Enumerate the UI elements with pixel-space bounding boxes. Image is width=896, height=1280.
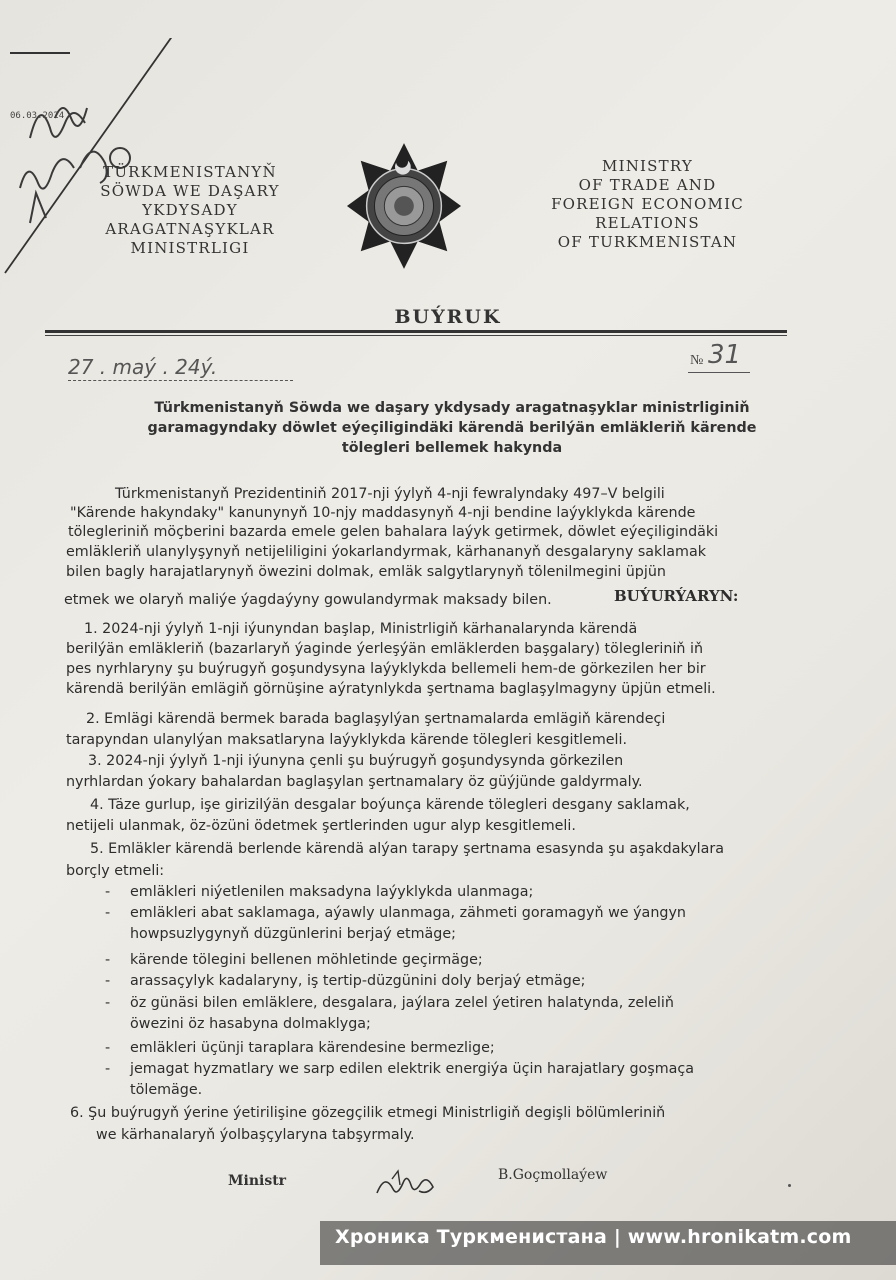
clause-line: 2. Emlägi kärendä bermek barada baglaşylýan şertnamalarda emlägiň kärendeçi: [86, 711, 666, 727]
header-right-line: RELATIONS: [595, 214, 700, 232]
corner-note-date: 06.03.2024: [10, 111, 65, 121]
header-left-line: SÖWDA WE DAŞARY: [100, 182, 280, 200]
bullet-line: jemagat hyzmatlary we sarp edilen elektrik energiýa üçin harajatlary goşmaça: [130, 1061, 695, 1077]
document-number-label: №: [690, 353, 704, 368]
watermark-text: Хроника Туркменистана | www.hronikatm.com: [335, 1226, 852, 1248]
header-left-line: MINISTRLIGI: [130, 239, 250, 257]
bullet-line: kärende tölegini bellenen möhletinde geçirmäge;: [130, 952, 483, 968]
clause-line: we kärhanalaryň ýolbaşçylaryna tabşyrmaly.: [96, 1127, 415, 1143]
preamble-line: bilen bagly harajatlarynyň öwezini dolmak, emläk salgytlarynyň tölenilmegini üpjün: [66, 564, 666, 580]
document-subject: [92, 398, 812, 458]
bullet-line: emläkleri abat saklamaga, aýawly ulanmaga, zähmeti goramagyň we ýangyn: [130, 905, 686, 921]
header-left-line: YKDYSADY: [142, 201, 238, 219]
header-divider: [45, 330, 787, 333]
bullet-line: howpsuzlygynyň düzgünlerini berjaý etmäge;: [130, 926, 456, 942]
clause-line: 5. Emläkler kärendä berlende kärendä alýan tarapy şertnama esasynda şu aşakdakylara: [90, 841, 725, 857]
header-right-line: OF TURKMENISTAN: [557, 233, 738, 251]
clause-line: berilýän emläkleriň (bazarlaryň ýaginde ýerleşýän emläklerden başgalary) tölegleriniň iň: [66, 641, 704, 657]
preamble-line: etmek we olaryň maliýe ýagdaýyny gowulandyrmak maksady bilen.: [64, 592, 552, 608]
bullet-dash: -: [105, 952, 111, 968]
header-right-line: MINISTRY: [602, 157, 693, 175]
clause-line: tarapyndan ulanylýan maksatlaryna laýyklykda kärende tölegleri kesgitlemeli.: [66, 732, 628, 748]
header-left-line: TÜRKMENISTANYŇ: [103, 163, 277, 181]
header-right-line: OF TRADE AND: [578, 176, 717, 194]
bullet-dash: -: [105, 884, 111, 900]
document-title: BUÝRUK: [394, 306, 502, 328]
bullet-line: emläkleri niýetlenilen maksadyna laýyklykda ulanmaga;: [130, 884, 534, 900]
preamble-line: Türkmenistanyň Prezidentiniň 2017-nji ýylyň 4-nji fewralyndaky 497–V belgili: [115, 486, 665, 502]
state-emblem-icon: [345, 140, 463, 272]
bullet-dash: -: [105, 1061, 111, 1077]
bullet-line: arassaçylyk kadalaryny, iş tertip-düzgünini doly berjaý etmäge;: [130, 973, 586, 989]
header-divider-thin: [45, 335, 787, 336]
subject-line: Türkmenistanyň Söwda we daşary ykdysady aragatnaşyklar ministrliginiň: [154, 400, 750, 416]
document-number: 31: [708, 340, 742, 370]
header-left-line: ARAGATNAŞYKLAR: [105, 220, 275, 238]
bullet-line: öz günäsi bilen emläklere, desgalara, jaýlara zelel ýetiren halatynda, zeleliň: [130, 995, 674, 1011]
signatory-name: B.Goçmollaýew: [498, 1167, 608, 1183]
clause-line: pes nyrhlaryny şu buýrugyň goşundysyna laýyklykda bellemeli hem-de görkezilen her bir: [66, 661, 706, 677]
preamble-line: emläkleriň ulanylyşynyň netijeliligini ýokarlandyrmak, kärhananyň desgalaryny saklamak: [66, 544, 707, 560]
handwritten-signature: [372, 1165, 442, 1205]
preamble-line: "Kärende hakyndaky" kanunynyň 10-njy maddasynyň 4-nji bendine laýyklykda kärende: [70, 505, 696, 521]
command-word: BUÝURÝARYN:: [614, 587, 739, 605]
ministry-name-turkmen: [90, 163, 290, 258]
clause-line: 3. 2024-nji ýylyň 1-nji iýunyna çenli şu buýrugyň goşundysynda görkezilen: [88, 753, 624, 769]
bullet-line: öwezini öz hasabyna dolmaklyga;: [130, 1016, 371, 1032]
stray-mark: [788, 1184, 791, 1187]
header-right-line: FOREIGN ECONOMIC: [551, 195, 744, 213]
bullet-dash: -: [105, 973, 111, 989]
clause-line: kärendä berilýän emlägiň görnüşine aýratynlykda şertnama baglaşylmagyny üpjün etmeli.: [66, 681, 716, 697]
bullet-line: tölemäge.: [130, 1082, 203, 1098]
date-underline: [68, 380, 293, 382]
ministry-name-english: [545, 157, 750, 252]
subject-line: garamagyndaky döwlet eýeçiligindäki kärendä berilýän emläkleriň kärende: [147, 420, 757, 436]
clause-line: nyrhlardan ýokary bahalardan baglaşylan şertnamalary öz güýjünde galdyrmaly.: [66, 774, 643, 790]
bullet-line: emläkleri üçünji taraplara kärendesine bermezlige;: [130, 1040, 495, 1056]
number-underline: [688, 372, 750, 373]
preamble-line: tölegleriniň möçberini bazarda emele gelen bahalara laýyk getirmek, döwlet eýeçiligindäki: [68, 524, 719, 540]
bullet-dash: -: [105, 995, 111, 1011]
clause-line: netijeli ulanmak, öz-özüni ödetmek şertlerinden ugur alyp kesgitlemeli.: [66, 818, 576, 834]
clause-line: borçly etmeli:: [66, 863, 165, 879]
bullet-dash: -: [105, 905, 111, 921]
bullet-dash: -: [105, 1040, 111, 1056]
clause-line: 4. Täze gurlup, işe girizilýän desgalar boýunça kärende tölegleri desgany saklamak,: [90, 797, 690, 813]
subject-line: tölegleri bellemek hakynda: [341, 440, 563, 456]
document-date: 27 . maý . 24ý.: [68, 355, 218, 379]
signatory-title: Ministr: [228, 1173, 287, 1189]
clause-line: 1. 2024-nji ýylyň 1-nji iýunyndan başlap, Ministrligiň kärhanalarynda kärendä: [84, 621, 638, 637]
clause-line: 6. Şu buýrugyň ýerine ýetirilişine gözegçilik etmegi Ministrligiň degişli bölümleriniň: [70, 1105, 666, 1121]
